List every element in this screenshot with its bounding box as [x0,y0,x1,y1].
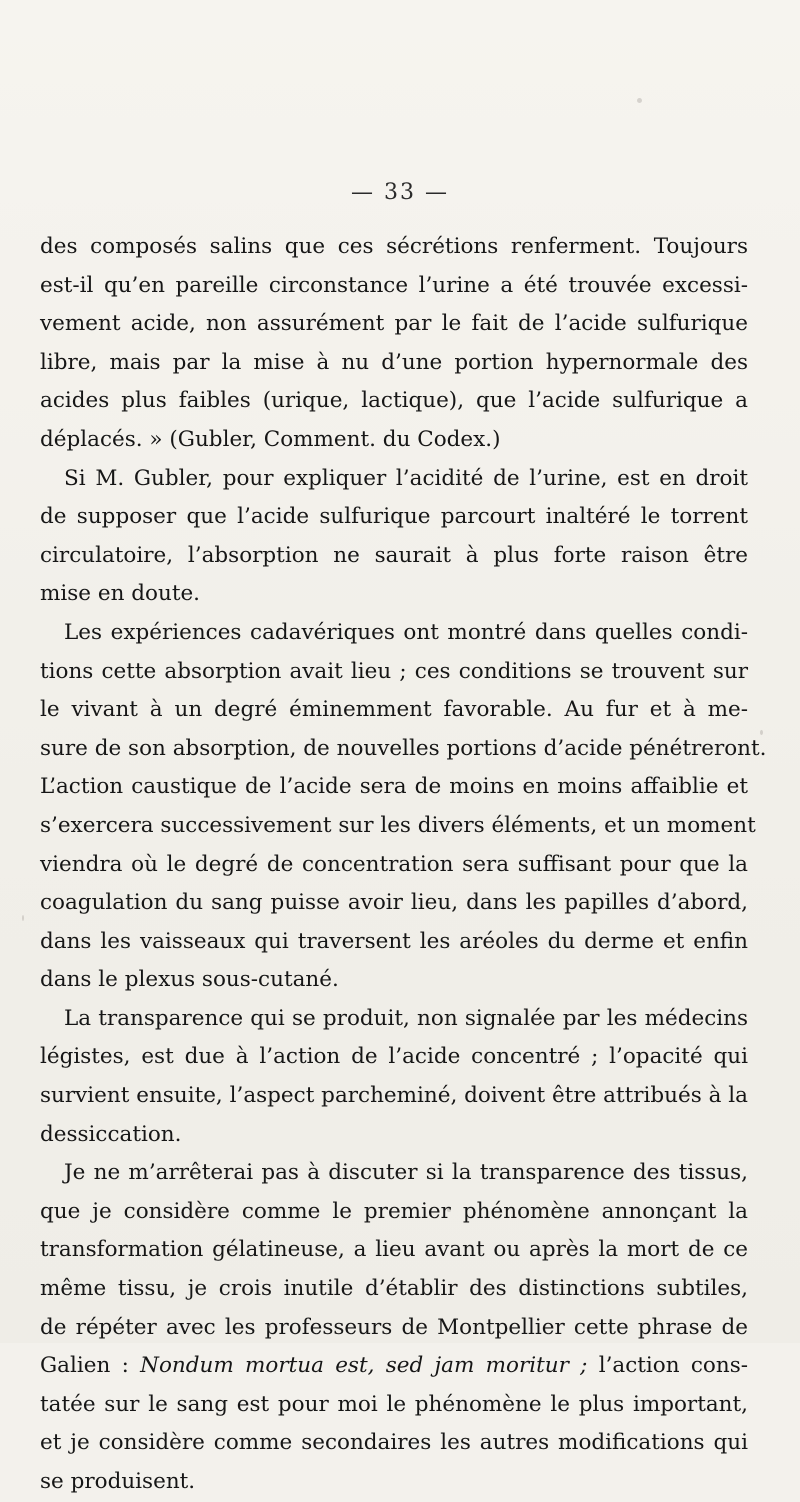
text-line: des composés salins que ces sécrétions renferment. Toujours [40,234,748,259]
text-line: vement acide, non assurément par le fait de l’acide sulfurique [40,311,748,337]
text-line: de supposer que l’acide sulfurique parcourt inaltéré le torrent [40,504,748,530]
body-text [40,228,767,1502]
text-line: dans les vaisseaux qui traversent les aréoles du derme et enfin [40,928,748,954]
latin-quote: Nondum mortua est, sed jam moritur ; [140,1353,588,1379]
paragraph-3 [40,614,767,1000]
latin-line-after: l’action cons- [587,1353,749,1379]
text-line: dans le plexus sous-cutané. [40,967,339,993]
text-line: légistes, est due à l’action de l’acide concentré ; l’opacité qui [40,1044,748,1070]
paper-speck [268,1325,271,1328]
paper-speck [637,98,642,103]
text-line: et je considère comme secondaires les autres modifications qui [40,1430,748,1456]
text-line: sure de son absorption, de nouvelles portions d’acide pénétreront. [40,735,767,761]
text-line: L’action caustique de l’acide sera de moins en moins affaiblie et [40,774,748,800]
text-line: transformation gélatineuse, a lieu avant ou après la mort de ce [40,1237,748,1263]
text-line: de répéter avec les professeurs de Montpellier cette phrase de [40,1314,748,1340]
text-line: tatée sur le sang est pour moi le phénomène le plus important, [40,1391,748,1417]
text-line: dessiccation. [40,1121,182,1147]
text-line: s’exercera successivement sur les divers éléments, et un moment [40,812,756,838]
text-line: coagulation du sang puisse avoir lieu, dans les papilles d’abord, [40,890,748,916]
paper-speck [760,730,763,735]
text-line: Les expériences cadavériques ont montré dans quelles condi- [64,619,748,645]
text-line: Si M. Gubler, pour expliquer l’acidité de l’urine, est en droit [64,465,748,491]
paper-speck [22,915,24,921]
text-line: déplacés. » (Gubler, Comment. du Codex.) [40,426,501,452]
paper-speck [447,1208,451,1212]
text-line: Je ne m’arrêterai pas à discuter si la transparence des tissus, [64,1160,748,1186]
text-line: libre, mais par la mise à nu d’une portion hypernormale des [40,349,748,375]
latin-line-before: Galien : [40,1353,141,1379]
text-line: viendra où le degré de concentration sera suffisant pour que la [40,851,748,877]
text-line: même tissu, je crois inutile d’établir des distinctions subtiles, [40,1276,748,1302]
text-line: acides plus faibles (urique, lactique), que l’acide sulfurique a [40,388,748,414]
page-number: — 33 — [351,180,449,205]
text-line: le vivant à un degré éminemment favorable. Au fur et à me- [40,697,748,723]
text-line-with-latin [40,1347,748,1386]
text-line: que je considère comme le premier phénomène annonçant la [40,1198,748,1224]
paragraph-4 [40,1000,748,1154]
text-line: La transparence qui se produit, non signalée par les médecins [64,1005,748,1031]
text-line: est-il qu’en pareille circonstance l’urine a été trouvée excessi- [40,272,748,298]
paragraph-1 [40,228,748,460]
paragraph-5 [40,1154,748,1501]
text-line: circulatoire, l’absorption ne saurait à plus forte raison être [40,542,748,568]
text-line: survient ensuite, l’aspect parcheminé, doivent être attribués à la [40,1083,748,1109]
text-line: se produisent. [40,1469,196,1494]
paragraph-2 [40,460,748,614]
text-line: tions cette absorption avait lieu ; ces conditions se trouvent sur [40,658,748,684]
text-line: mise en doute. [40,581,201,607]
